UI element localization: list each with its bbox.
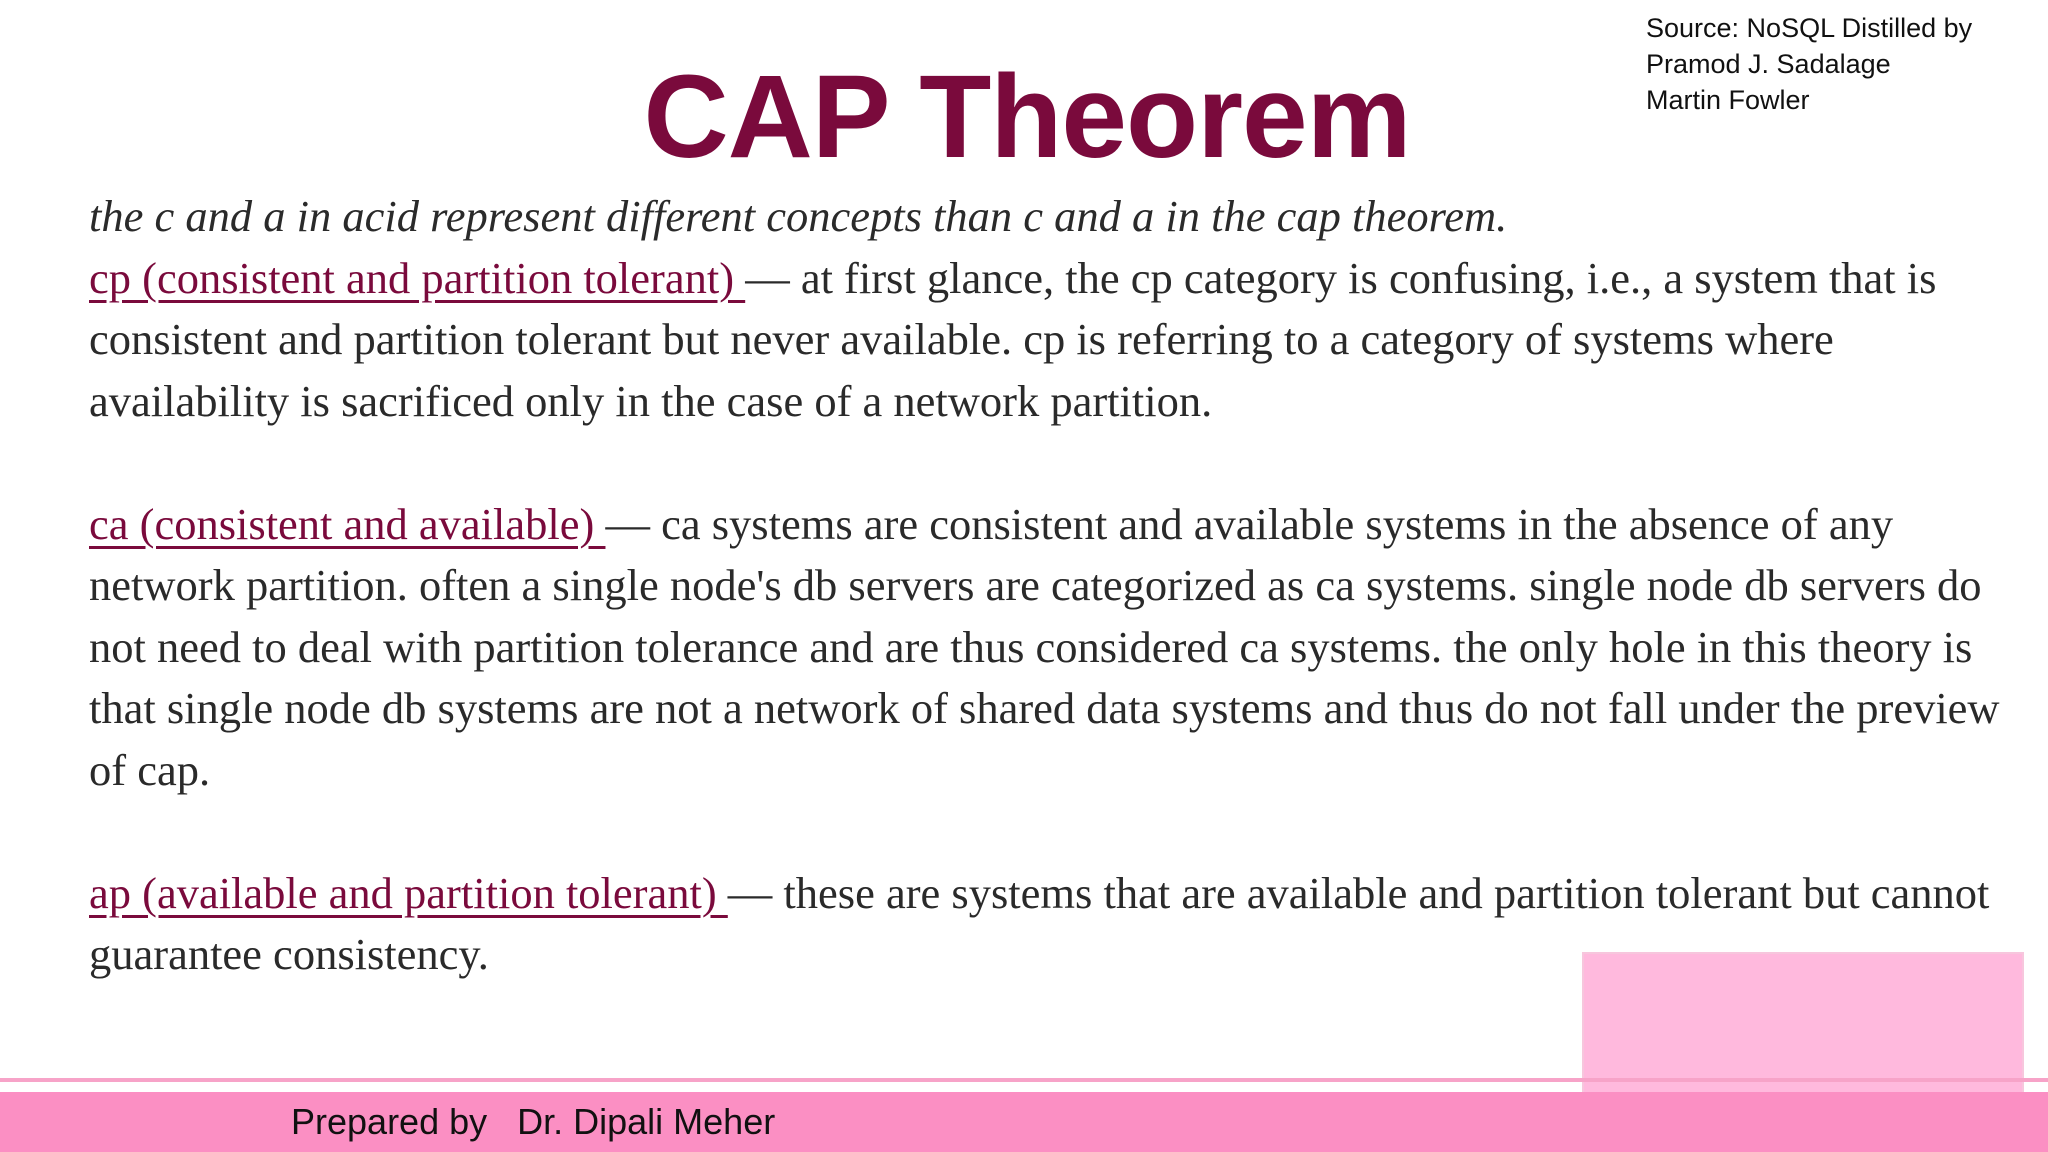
section-text: — at first glance, the cp category is confusing, i.e., a system that is consistent and partition tolerant but never available. cp is referring to a category of systems where availability is sacrificed only in the case of a network partition. (89, 252, 1937, 426)
slide-title: CAP Theorem (643, 51, 1411, 183)
footer-divider (0, 1078, 2048, 1092)
source-citation (1646, 10, 2036, 118)
paragraph-gap (89, 432, 2009, 494)
source-line: Pramod J. Sadalage (1646, 49, 1891, 79)
source-line: Martin Fowler (1646, 85, 1810, 115)
section-text: — ca systems are consistent and available systems in the absence of any network partition. often a single node's db servers are categorized as ca systems. single node db servers do not need to deal with partition tolerance and are thus considered ca systems. the only hole in this theory is that single node db systems are not a network of shared data systems and thus do not fall under the preview of cap. (89, 498, 2000, 795)
term-link-ca[interactable]: ca (consistent and available) (89, 498, 606, 549)
footer-text: Prepared by Dr. Dipali Meher (291, 1101, 776, 1142)
section-ca (89, 494, 2009, 802)
section-text: — these are systems that are available and partition tolerant but cannot guarantee consistency. (89, 867, 1990, 979)
term-link-cp[interactable]: cp (consistent and partition tolerant) (89, 252, 746, 303)
paragraph-gap (89, 801, 2009, 863)
source-line: Source: NoSQL Distilled by (1646, 13, 1973, 43)
term-link-ap[interactable]: ap (available and partition tolerant) (89, 867, 728, 918)
intro-text: the c and a in acid represent different concepts than c and a in the cap theorem. (89, 191, 1508, 241)
section-cp (89, 248, 2009, 433)
slide-body (89, 186, 2009, 986)
